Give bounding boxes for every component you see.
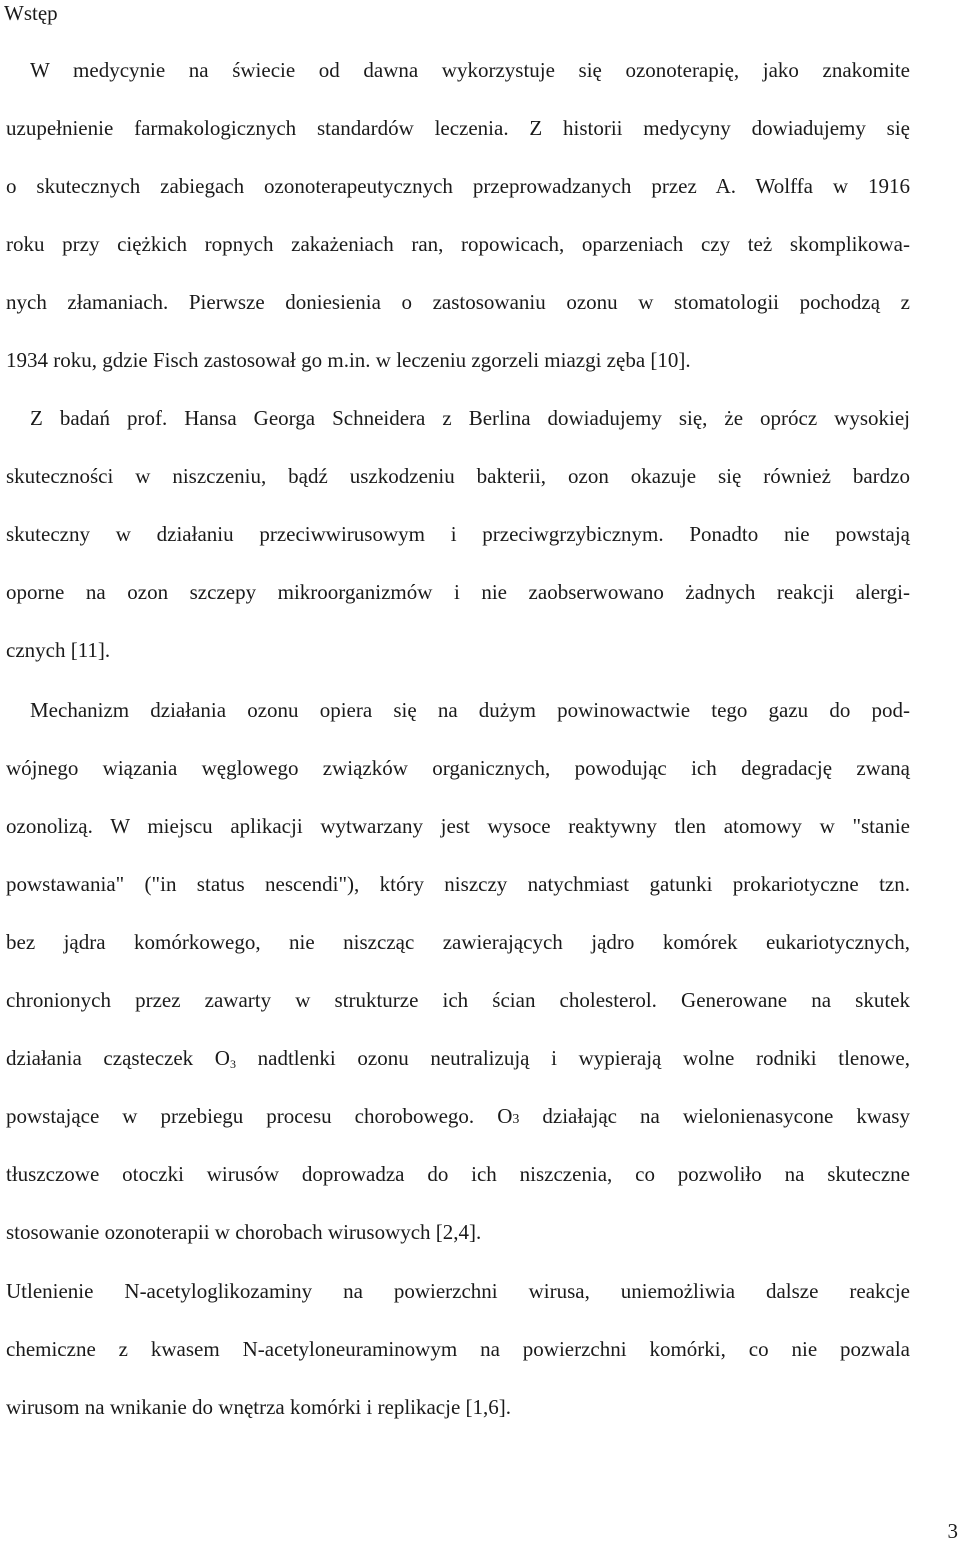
paragraph-3-line-9: tłuszczowe otoczki wirusów doprowadza do ich niszczenia, co pozwoliło na skuteczne xyxy=(6,1162,910,1186)
paragraph-3 xyxy=(6,681,910,1261)
paragraph-1 xyxy=(6,41,910,389)
paragraph-3-line-4: powstawania" ("in status nescendi"), który niszczy natychmiast gatunki prokariotyczne tzn. xyxy=(6,872,910,896)
paragraph-1-line-5: nych złamaniach. Pierwsze doniesienia o zastosowaniu ozonu w stomatologii pochodzą z xyxy=(6,290,910,314)
paragraph-1-line-6: 1934 roku, gdzie Fisch zastosował go m.in. w leczeniu zgorzeli miazgi zęba [10]. xyxy=(6,348,691,372)
section-heading: Wstęp xyxy=(4,1,58,25)
paragraph-2-line-2: skuteczności w niszczeniu, bądź uszkodzeniu bakterii, ozon okazuje się również bardzo xyxy=(6,464,910,488)
paragraph-3-line-8-start: powstające w przebiegu procesu chorobowego. O xyxy=(6,1104,513,1128)
paragraph-3-line-7-end: nadtlenki ozonu neutralizują i wypierają wolne rodniki tlenowe, xyxy=(235,1046,910,1070)
paragraph-3-line-7-start: działania cząsteczek O xyxy=(6,1046,230,1070)
paragraph-1-line-2: uzupełnienie farmakologicznych standardów leczenia. Z historii medycyny dowiadujemy się xyxy=(6,116,910,140)
paragraph-1-line-4: roku przy ciężkich ropnych zakażeniach ran, ropowicach, oparzeniach czy też skomplikowa- xyxy=(6,232,910,256)
ozone-subscript: 3 xyxy=(229,1057,236,1071)
paragraph-4-line-3: wirusom na wnikanie do wnętrza komórki i replikacje [1,6]. xyxy=(6,1395,512,1419)
paragraph-1-line-3: o skutecznych zabiegach ozonoterapeutycznych przeprowadzanych przez A. Wolffa w 1916 xyxy=(6,174,910,198)
paragraph-3-line-3: ozonolizą. W miejscu aplikacji wytwarzany jest wysoce reaktywny tlen atomowy w "stanie xyxy=(6,814,910,838)
paragraph-4 xyxy=(6,1262,910,1436)
paragraph-3-line-10: stosowanie ozonoterapii w chorobach wirusowych [2,4]. xyxy=(6,1220,482,1244)
paragraph-2-line-3: skuteczny w działaniu przeciwwirusowym i przeciwgrzybicznym. Ponadto nie powstają xyxy=(6,522,910,546)
paragraph-4-line-1: Utlenienie N-acetyloglikozaminy na powierzchni wirusa, uniemożliwia dalsze reakcje xyxy=(6,1279,910,1303)
paragraph-4-line-2: chemiczne z kwasem N-acetyloneuraminowym na powierzchni komórki, co nie pozwala xyxy=(6,1337,910,1361)
paragraph-3-line-7 xyxy=(6,1029,910,1087)
paragraph-3-line-8-end: działając na wielonienasycone kwasy xyxy=(519,1104,910,1128)
paragraph-3-line-5: bez jądra komórkowego, nie niszcząc zawierających jądro komórek eukariotycznych, xyxy=(6,930,910,954)
paragraph-3-line-8 xyxy=(6,1087,910,1145)
paragraph-2-line-5: cznych [11]. xyxy=(6,638,111,662)
paragraph-2-line-1: Z badań prof. Hansa Georga Schneidera z Berlina dowiadujemy się, że oprócz wysokiej xyxy=(30,406,910,430)
paragraph-2 xyxy=(6,389,910,679)
page-number: 3 xyxy=(947,1519,958,1543)
ozone-subscript-inline: 3 xyxy=(512,1112,520,1127)
paragraph-3-line-1: Mechanizm działania ozonu opiera się na dużym powinowactwie tego gazu do pod- xyxy=(30,698,910,722)
paragraph-3-line-2: wójnego wiązania węglowego związków organicznych, powodując ich degradację zwaną xyxy=(6,756,910,780)
paragraph-3-line-6: chronionych przez zawarty w strukturze ich ścian cholesterol. Generowane na skutek xyxy=(6,988,910,1012)
paragraph-1-line-1: W medycynie na świecie od dawna wykorzystuje się ozonoterapię, jako znakomite xyxy=(30,58,910,82)
paragraph-2-line-4: oporne na ozon szczepy mikroorganizmów i nie zaobserwowano żadnych reakcji alergi- xyxy=(6,580,910,604)
